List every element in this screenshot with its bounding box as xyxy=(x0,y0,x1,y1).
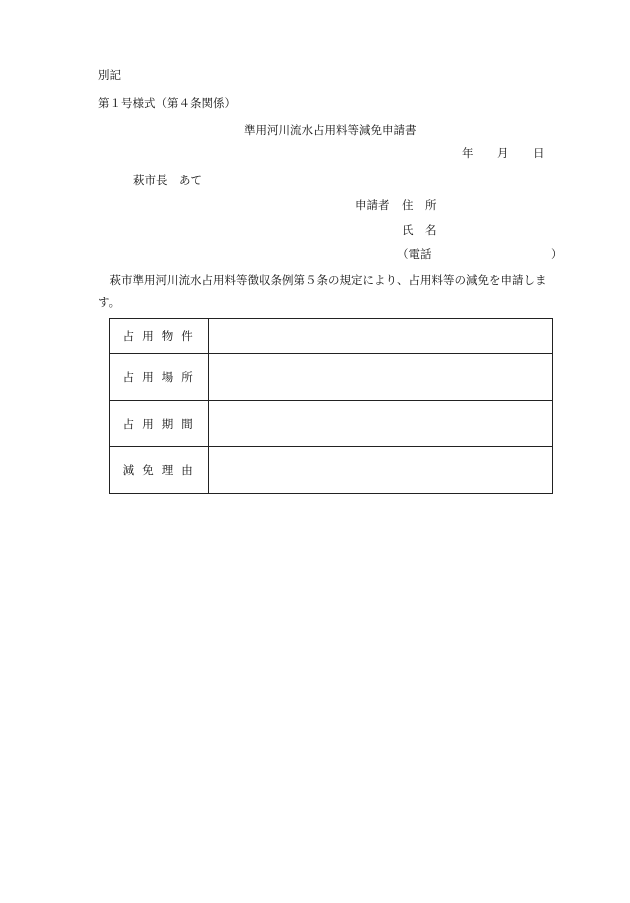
date-month: 月 xyxy=(497,146,509,160)
table-row xyxy=(110,447,553,494)
row-label-occupied-period: 占用期間 xyxy=(110,401,209,447)
date-year: 年 xyxy=(462,146,474,160)
addressee: 萩市長 あて xyxy=(133,173,202,187)
row-label-exemption-reason: 減免理由 xyxy=(110,447,209,494)
row-value-occupied-period xyxy=(208,401,552,447)
row-value-exemption-reason xyxy=(208,447,552,494)
date-day: 日 xyxy=(533,146,545,160)
application-statement: 萩市準用河川流水占用料等徴収条例第５条の規定により、占用料等の減免を申請します。 xyxy=(98,273,547,309)
row-value-occupied-location xyxy=(208,354,552,401)
applicant-label: 申請者 xyxy=(355,198,390,212)
name-label: 氏 名 xyxy=(402,223,437,237)
row-label-occupied-location: 占用場所 xyxy=(110,354,209,401)
phone-open-label: （電話 xyxy=(397,247,432,261)
table-row xyxy=(110,354,553,401)
application-details-table xyxy=(109,318,553,494)
table-row xyxy=(110,401,553,447)
annex-label: 別記 xyxy=(98,68,121,82)
form-number: 第１号様式（第４条関係） xyxy=(98,96,236,110)
row-label-occupied-object: 占用物件 xyxy=(110,319,209,354)
phone-close-label: ） xyxy=(551,247,563,261)
address-label: 住 所 xyxy=(402,198,437,212)
document-title: 準用河川流水占用料等減免申請書 xyxy=(244,123,417,137)
table-row xyxy=(110,319,553,354)
row-value-occupied-object xyxy=(208,319,552,354)
